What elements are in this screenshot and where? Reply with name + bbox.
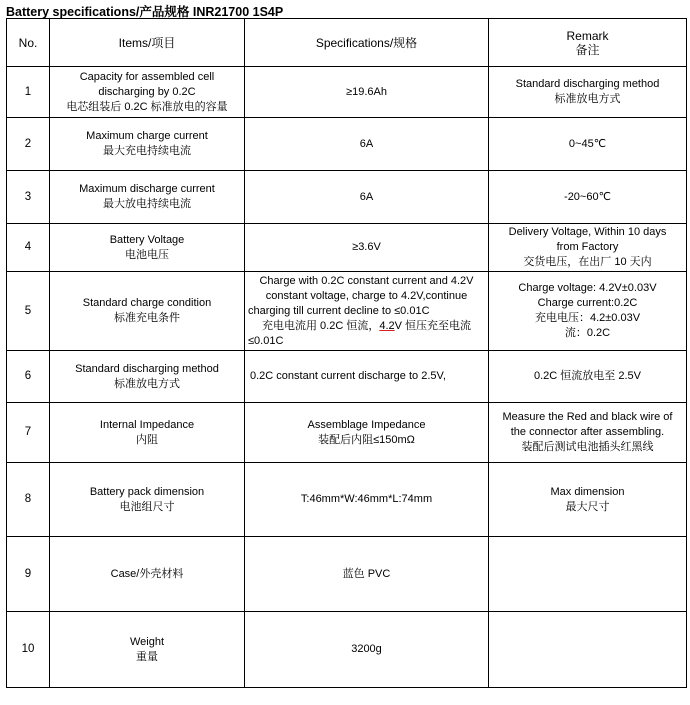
item-line: 电池组尺寸 bbox=[119, 500, 175, 513]
row-spec: ≥19.6Ah bbox=[245, 67, 489, 118]
row-item bbox=[50, 67, 245, 118]
spec-line: 装配后内阻≤150mΩ bbox=[318, 433, 415, 446]
header-no: No. bbox=[7, 19, 50, 67]
item-line: 标准放电方式 bbox=[114, 377, 180, 390]
table-row bbox=[7, 224, 687, 272]
header-specifications: Specifications/规格 bbox=[245, 19, 489, 67]
row-spec: 6A bbox=[245, 118, 489, 171]
row-spec: T:46mm*W:46mm*L:74mm bbox=[245, 463, 489, 537]
item-line: 标准充电条件 bbox=[114, 312, 180, 324]
row-remark bbox=[489, 403, 687, 463]
table-row bbox=[7, 537, 687, 612]
spec-cn-underlined: 4.2 bbox=[379, 319, 395, 332]
item-line: 最大充电持续电流 bbox=[103, 145, 191, 157]
row-item bbox=[50, 272, 245, 351]
table-row bbox=[7, 67, 687, 118]
header-remark bbox=[489, 19, 687, 67]
row-no: 2 bbox=[7, 118, 50, 171]
row-spec: ≥3.6V bbox=[245, 224, 489, 272]
row-no: 9 bbox=[7, 537, 50, 612]
item-line: 重量 bbox=[136, 650, 158, 663]
row-item bbox=[50, 612, 245, 688]
row-item bbox=[50, 463, 245, 537]
row-spec bbox=[245, 272, 489, 351]
spec-line: Assemblage Impedance bbox=[307, 418, 426, 431]
remark-line: Delivery Voltage, Within 10 days bbox=[508, 226, 667, 238]
row-item bbox=[50, 351, 245, 403]
remark-line: 流：0.2C bbox=[564, 327, 611, 339]
item-line: Battery pack dimension bbox=[89, 485, 205, 498]
item-line: 电池电压 bbox=[125, 248, 169, 261]
row-remark bbox=[489, 118, 687, 171]
row-remark bbox=[489, 272, 687, 351]
item-line: discharging by 0.2C bbox=[98, 85, 196, 98]
item-line: 最大放电持续电流 bbox=[103, 198, 191, 210]
spec-cn-a: 充电电流用 0.2C 恒流， bbox=[261, 319, 380, 332]
remark-line: 0~45℃ bbox=[568, 137, 607, 150]
remark-line: 充电电压：4.2±0.03V bbox=[534, 312, 641, 324]
table-row bbox=[7, 118, 687, 171]
header-remark-en: Remark bbox=[566, 28, 609, 43]
document-title: Battery specifications/产品规格 INR21700 1S4P bbox=[6, 5, 284, 19]
item-line: 内阻 bbox=[136, 433, 158, 446]
spec-en: Charge with 0.2C constant current and 4.2V constant voltage, charge to 4.2V,continue charging till current decline to ≤0.01C bbox=[248, 274, 474, 317]
row-no: 8 bbox=[7, 463, 50, 537]
remark-line: the connector after assembling. bbox=[510, 426, 665, 438]
row-no: 5 bbox=[7, 272, 50, 351]
row-no: 4 bbox=[7, 224, 50, 272]
header-row bbox=[7, 19, 687, 67]
row-spec: 3200g bbox=[245, 612, 489, 688]
remark-line: Standard discharging method bbox=[515, 78, 660, 90]
table-row bbox=[7, 612, 687, 688]
row-item bbox=[50, 537, 245, 612]
remark-line: -20~60℃ bbox=[564, 190, 611, 203]
row-remark bbox=[489, 463, 687, 537]
item-line: Maximum charge current bbox=[86, 130, 208, 142]
spec-table bbox=[6, 18, 687, 688]
row-no: 10 bbox=[7, 612, 50, 688]
remark-line: Charge voltage: 4.2V±0.03V bbox=[518, 282, 657, 294]
row-no: 1 bbox=[7, 67, 50, 118]
row-no: 3 bbox=[7, 171, 50, 224]
item-line: Standard charge condition bbox=[82, 297, 212, 309]
row-remark bbox=[489, 351, 687, 403]
remark-line: 标准放电方式 bbox=[554, 93, 621, 105]
row-no: 6 bbox=[7, 351, 50, 403]
item-line: Internal Impedance bbox=[99, 418, 195, 431]
row-remark bbox=[489, 67, 687, 118]
table-row bbox=[7, 463, 687, 537]
item-line: Weight bbox=[129, 635, 165, 648]
remark-line: Measure the Red and black wire of bbox=[502, 411, 673, 423]
row-spec: 蓝色 PVC bbox=[245, 537, 489, 612]
remark-line: 0.2C 恒流放电至 2.5V bbox=[534, 370, 641, 382]
table-row bbox=[7, 403, 687, 463]
remark-line: 最大尺寸 bbox=[565, 500, 610, 513]
row-item bbox=[50, 224, 245, 272]
remark-line: 交货电压，在出厂 10 天内 bbox=[523, 256, 652, 268]
row-spec: 6A bbox=[245, 171, 489, 224]
spec-cn-b: V 恒压充至电流≤0.01C bbox=[248, 319, 472, 347]
table-row bbox=[7, 171, 687, 224]
remark-line: from Factory bbox=[556, 241, 619, 253]
row-spec bbox=[245, 403, 489, 463]
item-line: Standard discharging method bbox=[75, 362, 219, 375]
remark-line: Max dimension bbox=[550, 485, 625, 498]
row-remark bbox=[489, 537, 687, 612]
item-line: Battery Voltage bbox=[109, 233, 185, 246]
item-line: Maximum discharge current bbox=[79, 183, 215, 195]
table-row bbox=[7, 351, 687, 403]
row-no: 7 bbox=[7, 403, 50, 463]
item-line: 电芯组装后 0.2C 标准放电的容量 bbox=[66, 100, 228, 113]
row-remark bbox=[489, 171, 687, 224]
row-spec: 0.2C constant current discharge to 2.5V, bbox=[245, 351, 489, 403]
item-line: Capacity for assembled cell bbox=[79, 70, 215, 83]
table-row bbox=[7, 272, 687, 351]
row-item bbox=[50, 171, 245, 224]
row-item bbox=[50, 118, 245, 171]
row-remark bbox=[489, 224, 687, 272]
row-remark bbox=[489, 612, 687, 688]
remark-line: 装配后测试电池插头红黑线 bbox=[521, 441, 654, 453]
row-item bbox=[50, 403, 245, 463]
header-remark-cn: 备注 bbox=[575, 42, 600, 57]
item-line: Case/外壳材料 bbox=[110, 567, 184, 580]
header-items: Items/项目 bbox=[50, 19, 245, 67]
remark-line: Charge current:0.2C bbox=[537, 297, 638, 309]
